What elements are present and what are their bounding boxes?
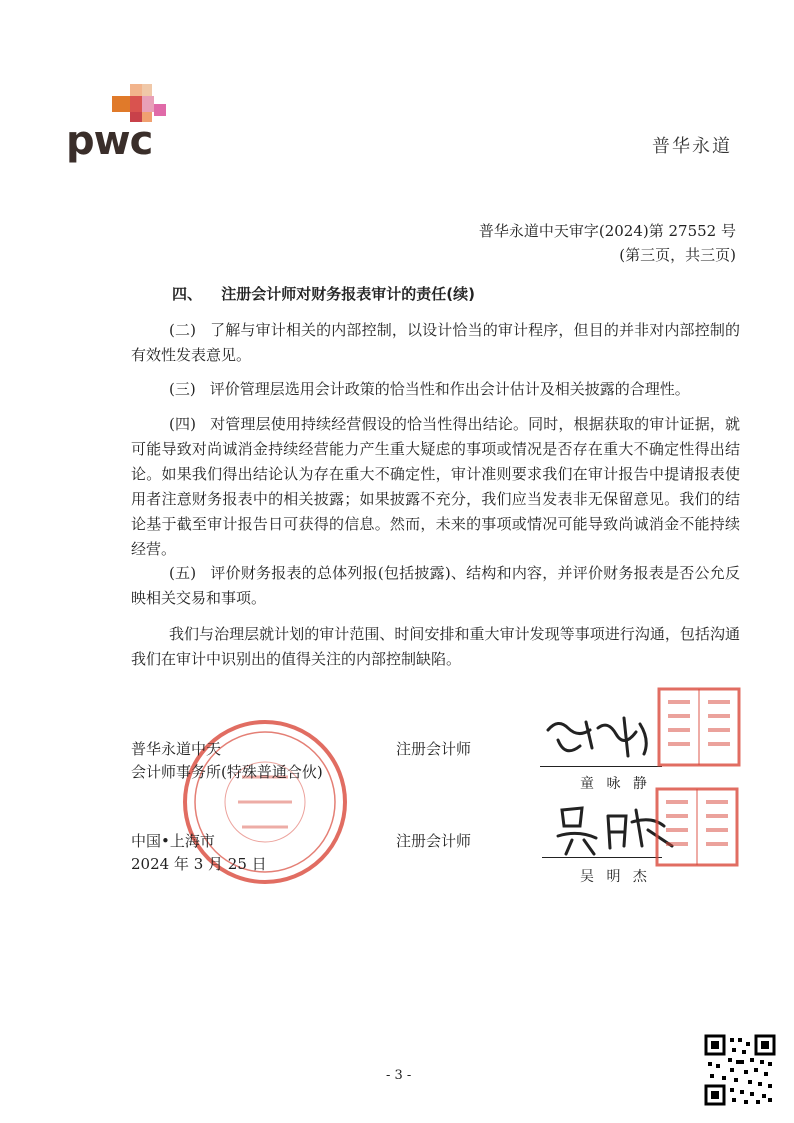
item-label: (三) [169, 380, 196, 398]
paragraph-3 [131, 377, 740, 402]
firm-name-line1: 普华永道中天 [131, 740, 222, 758]
paragraph-5 [131, 561, 740, 611]
section-number: 四、 [172, 285, 203, 303]
item-label: (四) [169, 415, 196, 433]
signature-line-1 [540, 766, 662, 767]
section-title: 注册会计师对财务报表审计的责任(续) [221, 285, 475, 303]
firm-name-line2: 会计师事务所(特殊普通合伙) [131, 763, 323, 781]
item-text: 评价财务报表的总体列报(包括披露)、结构和内容，并评价财务报表是否公允反映相关交易和事项。 [131, 564, 740, 607]
pwc-logo-text: pwc [66, 118, 153, 164]
brand-name: 普华永道 [652, 136, 732, 157]
item-label: (二) [169, 321, 196, 339]
report-date: 2024 年 3 月 25 日 [131, 855, 267, 873]
item-text: 了解与审计相关的内部控制，以设计恰当的审计程序，但目的并非对内部控制的有效性发表意见。 [131, 321, 740, 364]
cpa-label-2: 注册会计师 [396, 832, 472, 850]
firm-location: 中国•上海市 [131, 832, 215, 850]
cpa-seal-2 [654, 786, 740, 868]
cpa-seal-1 [656, 686, 742, 768]
auditor-name-2: 吴 明 杰 [580, 869, 651, 885]
paragraph-communication [131, 622, 740, 672]
item-label: (五) [169, 564, 197, 582]
section-heading [172, 283, 475, 304]
qr-code-icon[interactable] [704, 1034, 776, 1106]
paragraph-4 [131, 412, 740, 562]
page-number: - 3 - [386, 1068, 412, 1083]
item-text: 评价管理层选用会计政策的恰当性和作出会计估计及相关披露的合理性。 [209, 380, 690, 398]
auditor-name-1: 童 咏 静 [580, 776, 651, 792]
page-info: (第三页，共三页) [619, 246, 736, 264]
item-text: 对管理层使用持续经营假设的恰当性得出结论。同时，根据获取的审计证据，就可能导致对尚诚消金持续经营能力产生重大疑虑的事项或情况是否存在重大不确定性得出结论。如果我们得出结论认为存在重大不确定性，审计准则要求我们在审计报告中提请报表使用者注意财务报表中的相关披露；如果披露不充分，我们应当发表非无保留意见。我们的结论基于截至审计报告日可获得的信息。然而，未来的事项或情况可能导致尚诚消金不能持续经营。 [131, 415, 740, 558]
paragraph-2 [131, 318, 740, 368]
item-text: 我们与治理层就计划的审计范围、时间安排和重大审计发现等事项进行沟通，包括沟通我们在审计中识别出的值得关注的内部控制缺陷。 [131, 625, 740, 668]
cpa-label-1: 注册会计师 [396, 740, 472, 758]
signature-1 [540, 700, 660, 770]
signature-line-2 [542, 857, 662, 858]
report-reference-number: 普华永道中天审字(2024)第 27552 号 [478, 222, 736, 240]
